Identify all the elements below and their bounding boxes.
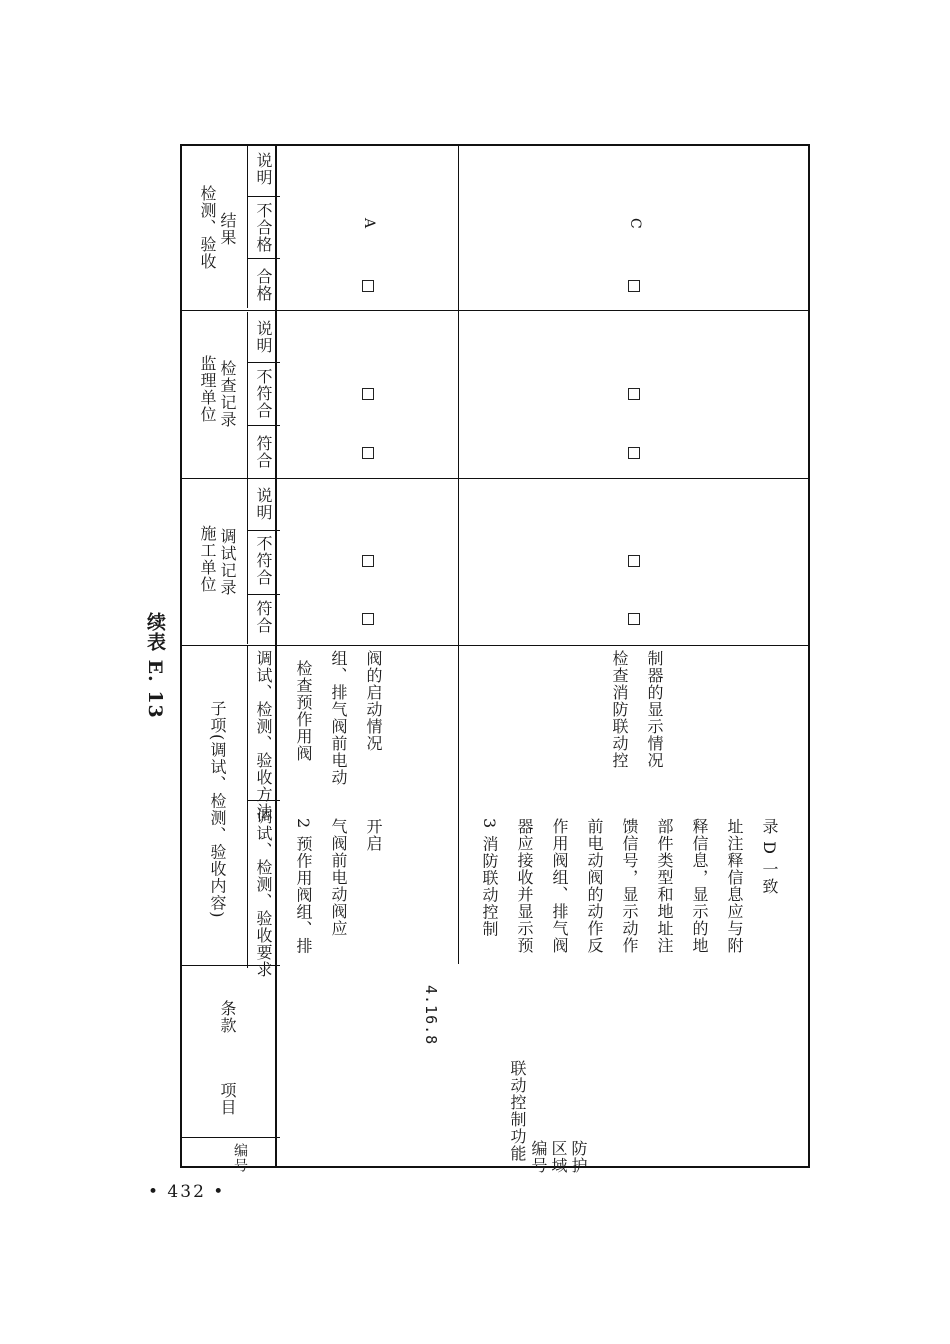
row2-jianli-bufuhe-checkbox[interactable] xyxy=(628,388,640,400)
req2-line5: 馈信号，显示动作 xyxy=(620,818,639,954)
row1-result-code: A xyxy=(361,218,377,229)
header-bufuhe-1: 不符合 xyxy=(254,535,273,586)
header-buhege: 不合格 xyxy=(254,202,273,253)
vline-1a xyxy=(247,144,248,308)
header-jiance-1: 检测、验收 xyxy=(198,185,217,270)
sub-6 xyxy=(247,594,280,595)
header-shuoming-1: 说明 xyxy=(254,487,273,521)
sub-2 xyxy=(247,258,280,259)
row2-shigong-bufuhe-checkbox[interactable] xyxy=(628,555,640,567)
sub-4 xyxy=(247,425,280,426)
vline-row-sep xyxy=(458,144,459,964)
sub-1 xyxy=(247,196,280,197)
row2-shigong-fuhe-checkbox[interactable] xyxy=(628,613,640,625)
sub-5 xyxy=(247,530,280,531)
method2-line2: 制器的显示情况 xyxy=(645,650,664,769)
header-fuhe-2: 符合 xyxy=(254,435,273,469)
hline-5 xyxy=(180,1137,280,1138)
page-number: • 432 • xyxy=(148,1182,226,1202)
left-col-label: 防护区域编号 xyxy=(529,1140,588,1174)
header-tiaokuan: 条款 xyxy=(218,1000,237,1034)
header-shigong-1: 施工单位 xyxy=(198,525,217,593)
hline-1 xyxy=(180,310,810,311)
clause-number: 4.16.8 xyxy=(422,985,440,1046)
header-jianli-1: 监理单位 xyxy=(198,355,217,423)
row1-shigong-fuhe-checkbox[interactable] xyxy=(362,613,374,625)
header-shuoming-3: 说明 xyxy=(254,152,273,186)
row1-hege-checkbox[interactable] xyxy=(362,280,374,292)
header-fuhe-1: 符合 xyxy=(254,600,273,634)
row2-hege-checkbox[interactable] xyxy=(628,280,640,292)
header-jianli-2: 检查记录 xyxy=(218,360,237,428)
header-fangfa: 调试、检测、验收方法 xyxy=(254,650,273,820)
req1-line2: 气阀前电动阀应 xyxy=(329,818,348,937)
header-zixiang: 子项(调试、检测、验收内容) xyxy=(208,700,227,919)
table-title: 续表 E. 13 xyxy=(144,612,166,719)
method1-line3: 阀的启动情况 xyxy=(364,650,383,752)
method2-line1: 检查消防联动控 xyxy=(610,650,629,769)
vline-1c xyxy=(247,480,248,644)
project-name: 联动控制功能 xyxy=(508,1060,527,1162)
frame-left xyxy=(180,144,182,1168)
method1-line2: 组、排气阀前电动 xyxy=(329,650,348,786)
vline-1b xyxy=(247,312,248,480)
header-yaoqiu: 调试、检测、验收要求 xyxy=(254,808,273,978)
row1-jianli-bufuhe-checkbox[interactable] xyxy=(362,388,374,400)
header-shigong-2: 调试记录 xyxy=(218,528,237,596)
header-shuoming-2: 说明 xyxy=(254,320,273,354)
req2-line2: 器应接收并显示预 xyxy=(515,818,534,954)
req2-line4: 前电动阀的动作反 xyxy=(585,818,604,954)
row1-jianli-fuhe-checkbox[interactable] xyxy=(362,447,374,459)
row2-jianli-fuhe-checkbox[interactable] xyxy=(628,447,640,459)
req2-line9: 录 D 一致 xyxy=(760,818,779,895)
hline-2 xyxy=(180,478,810,479)
req2-line6: 部件类型和地址注 xyxy=(655,818,674,954)
header-bufuhe-2: 不符合 xyxy=(254,368,273,419)
req1-line3: 开启 xyxy=(364,818,383,852)
vline-header-end xyxy=(275,144,277,1168)
header-bianhao: 编号 xyxy=(232,1143,248,1173)
row1-shigong-bufuhe-checkbox[interactable] xyxy=(362,555,374,567)
sub-8 xyxy=(247,645,248,968)
header-hege: 合格 xyxy=(254,268,273,302)
method1-line1: 检查预作用阀 xyxy=(294,660,313,762)
header-xiangmu: 项目 xyxy=(218,1082,237,1116)
req1-line1: 2 预作用阀组、排 xyxy=(294,818,313,955)
sub-3 xyxy=(247,362,280,363)
frame-right xyxy=(808,144,810,1168)
req2-line3: 作用阀组、排气阀 xyxy=(550,818,569,954)
req2-line8: 址注释信息应与附 xyxy=(725,818,744,954)
hline-3 xyxy=(180,645,810,646)
req2-line7: 释信息，显示的地 xyxy=(690,818,709,954)
row2-result-code: C xyxy=(627,218,643,229)
header-jiance-2: 结果 xyxy=(218,212,237,246)
req2-line1: 3 消防联动控制 xyxy=(480,818,499,938)
